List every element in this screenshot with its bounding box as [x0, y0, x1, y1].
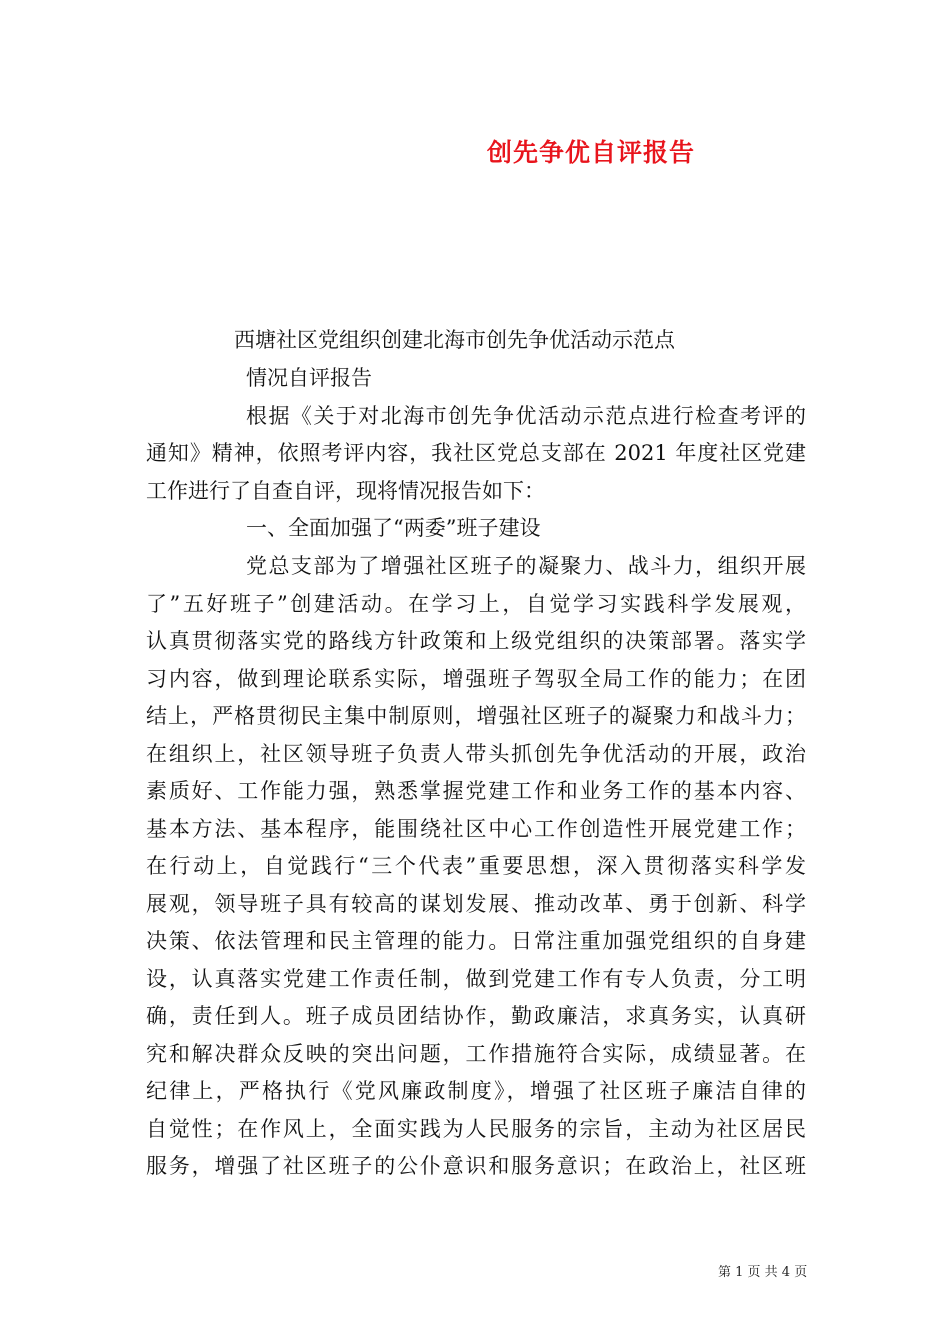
body-line: 决策、依法管理和民主管理的能力。日常注重加强党组织的自身建 [146, 929, 806, 953]
intro-line: 工作进行了自查自评，现将情况报告如下： [146, 479, 545, 503]
subtitle-line-2: 情况自评报告 [246, 366, 372, 390]
body-line: 究和解决群众反映的突出问题，工作措施符合实际，成绩显著。在 [146, 1042, 806, 1066]
section-heading: 一、全面加强了“两委”班子建设 [246, 516, 541, 540]
intro-line: 根据《关于对北海市创先争优活动示范点进行检查考评的 [246, 404, 806, 428]
body-line: 自觉性；在作风上，全面实践为人民服务的宗旨，主动为社区居民 [146, 1117, 806, 1141]
body-line: 基本方法、基本程序，能围绕社区中心工作创造性开展党建工作； [146, 817, 806, 841]
body-line: 纪律上，严格执行《党风廉政制度》，增强了社区班子廉洁自律的 [146, 1079, 806, 1103]
body-line: 在组织上，社区领导班子负责人带头抓创先争优活动的开展，政治 [146, 742, 806, 766]
subtitle-line-1: 西塘社区党组织创建北海市创先争优活动示范点 [234, 328, 675, 352]
body-line: 习内容，做到理论联系实际，增强班子驾驭全局工作的能力；在团 [146, 667, 806, 691]
body-line: 认真贯彻落实党的路线方针政策和上级党组织的决策部署。落实学 [146, 629, 806, 653]
body-line: 设，认真落实党建工作责任制，做到党建工作有专人负责，分工明 [146, 967, 806, 991]
body-line: 党总支部为了增强社区班子的凝聚力、战斗力，组织开展 [246, 554, 806, 578]
body-line: 确，责任到人。班子成员团结协作，勤政廉洁，求真务实，认真研 [146, 1004, 806, 1028]
body-line: 素质好、工作能力强，熟悉掌握党建工作和业务工作的基本内容、 [146, 779, 806, 803]
body-line: 了”五好班子”创建活动。在学习上，自觉学习实践科学发展观， [146, 592, 806, 616]
page-number-footer: 第 1 页 共 4 页 [718, 1265, 808, 1280]
body-line: 展观，领导班子具有较高的谋划发展、推动改革、勇于创新、科学 [146, 892, 806, 916]
body-line: 结上，严格贯彻民主集中制原则，增强社区班子的凝聚力和战斗力； [146, 704, 806, 728]
body-line: 在行动上，自觉践行“三个代表”重要思想，深入贯彻落实科学发 [146, 854, 806, 878]
body-line: 服务，增强了社区班子的公仆意识和服务意识；在政治上，社区班 [146, 1154, 806, 1178]
document-title: 创先争优自评报告 [487, 138, 696, 167]
intro-line: 通知》精神，依照考评内容，我社区党总支部在 2021 年度社区党建 [146, 441, 806, 465]
